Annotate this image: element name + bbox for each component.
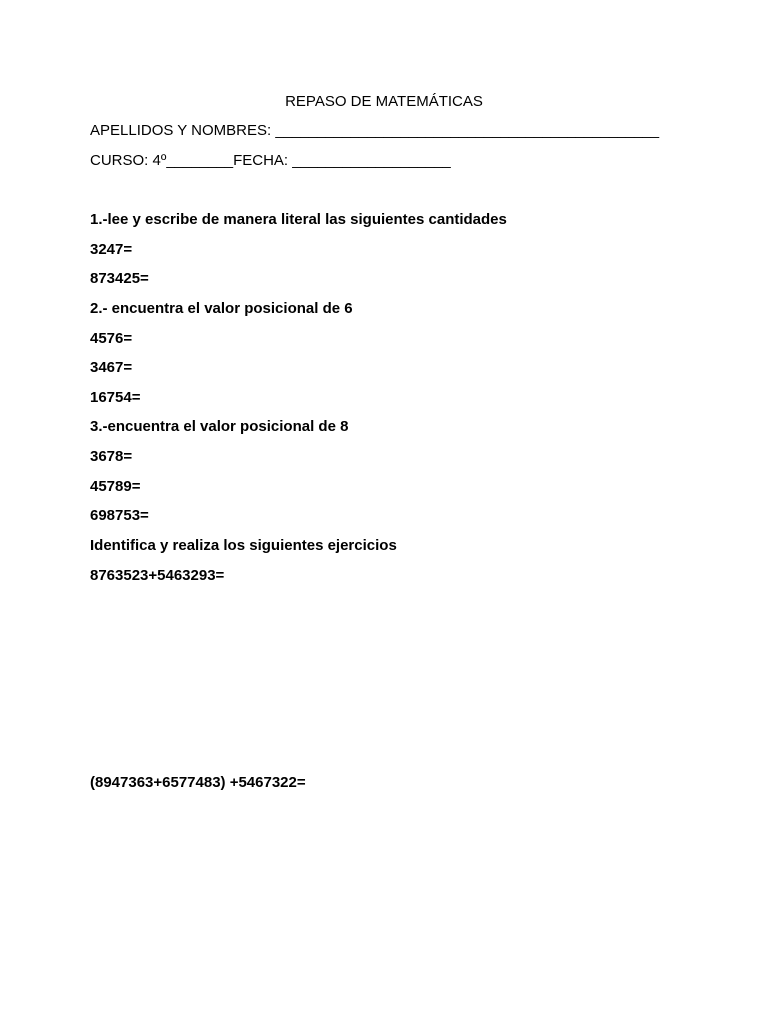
name-label: APELLIDOS Y NOMBRES xyxy=(90,122,268,139)
date-label: FECHA xyxy=(233,152,284,169)
course-label: CURSO xyxy=(90,152,145,169)
question-3-item-3: 698753= xyxy=(90,507,149,524)
question-3-heading: 3.-encuentra el valor posicional de 8 xyxy=(90,418,349,435)
question-2-item-1: 4576= xyxy=(90,330,133,347)
question-3-item-1: 3678= xyxy=(90,448,133,465)
date-blank: : ___________________ xyxy=(283,152,451,169)
exercise-item-1: 8763523+5463293= xyxy=(90,567,225,584)
name-blank: : ______________________________________________ xyxy=(267,122,660,139)
course-date-row xyxy=(90,152,451,170)
question-3-item-2: 45789= xyxy=(90,478,141,495)
question-2-heading: 2.- encuentra el valor posicional de 6 xyxy=(90,300,353,317)
question-1-item-2: 873425= xyxy=(90,270,149,287)
question-2-item-2: 3467= xyxy=(90,359,133,376)
exercise-item-2: (8947363+6577483) +5467322= xyxy=(90,774,306,791)
question-2-item-3: 16754= xyxy=(90,389,141,406)
question-1-item-1: 3247= xyxy=(90,241,133,258)
course-value: : 4º________ xyxy=(144,152,234,169)
page-title: REPASO DE MATEMÁTICAS xyxy=(285,93,483,110)
name-row xyxy=(90,122,659,140)
exercise-heading: Identifica y realiza los siguientes ejercicios xyxy=(90,537,397,554)
question-1-heading: 1.-lee y escribe de manera literal las siguientes cantidades xyxy=(90,211,507,228)
